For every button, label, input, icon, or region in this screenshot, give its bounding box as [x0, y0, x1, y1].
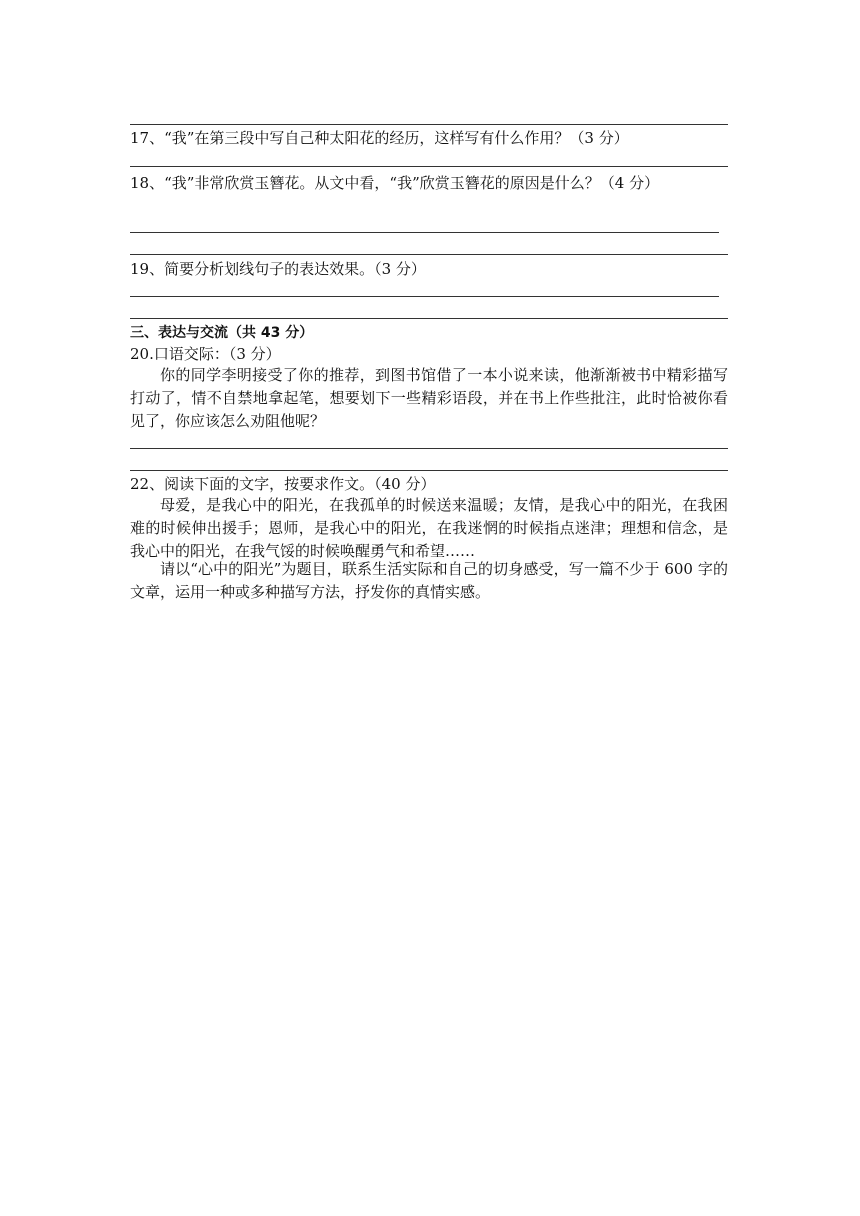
question-18: 18、“我”非常欣赏玉簪花。从文中看，“我”欣赏玉簪花的原因是什么？（4 分） — [130, 174, 660, 192]
question-20-body: 你的同学李明接受了你的推荐，到图书馆借了一本小说来读，他渐渐被书中精彩描写打动了，情不自禁地拿起笔，想要划下一些精彩语段，并在书上作些批注，此时恰被你看见了，你应该怎么劝阻他呢？ — [130, 366, 728, 430]
question-20-title: 20.口语交际：（3 分） — [130, 345, 281, 363]
answer-line — [130, 124, 728, 125]
answer-line — [130, 232, 719, 233]
section-heading: 三、表达与交流（共 43 分） — [130, 325, 314, 341]
answer-line — [130, 296, 719, 297]
essay-prompt-paragraph: 母爱，是我心中的阳光，在我孤单的时候送来温暖；友情，是我心中的阳光，在我困难的时候伸出援手；恩师，是我心中的阳光，在我迷惘的时候指点迷津；理想和信念，是我心中的阳光，在我气馁的时候唤醒勇气和希望…… — [130, 496, 728, 560]
question-17: 17、“我”在第三段中写自己种太阳花的经历，这样写有什么作用？（3 分） — [130, 129, 629, 147]
answer-line — [130, 254, 728, 255]
essay-instruction-paragraph: 请以“心中的阳光”为题目，联系生活实际和自己的切身感受，写一篇不少于 600 字的文章，运用一种或多种描写方法，抒发你的真情实感。 — [130, 560, 728, 601]
answer-line — [130, 448, 728, 449]
question-22-title: 22、阅读下面的文字，按要求作文。（40 分） — [130, 475, 436, 493]
question-19: 19、简要分析划线句子的表达效果。（3 分） — [130, 260, 426, 278]
answer-line — [130, 470, 728, 471]
answer-line — [130, 166, 728, 167]
answer-line — [130, 318, 728, 319]
